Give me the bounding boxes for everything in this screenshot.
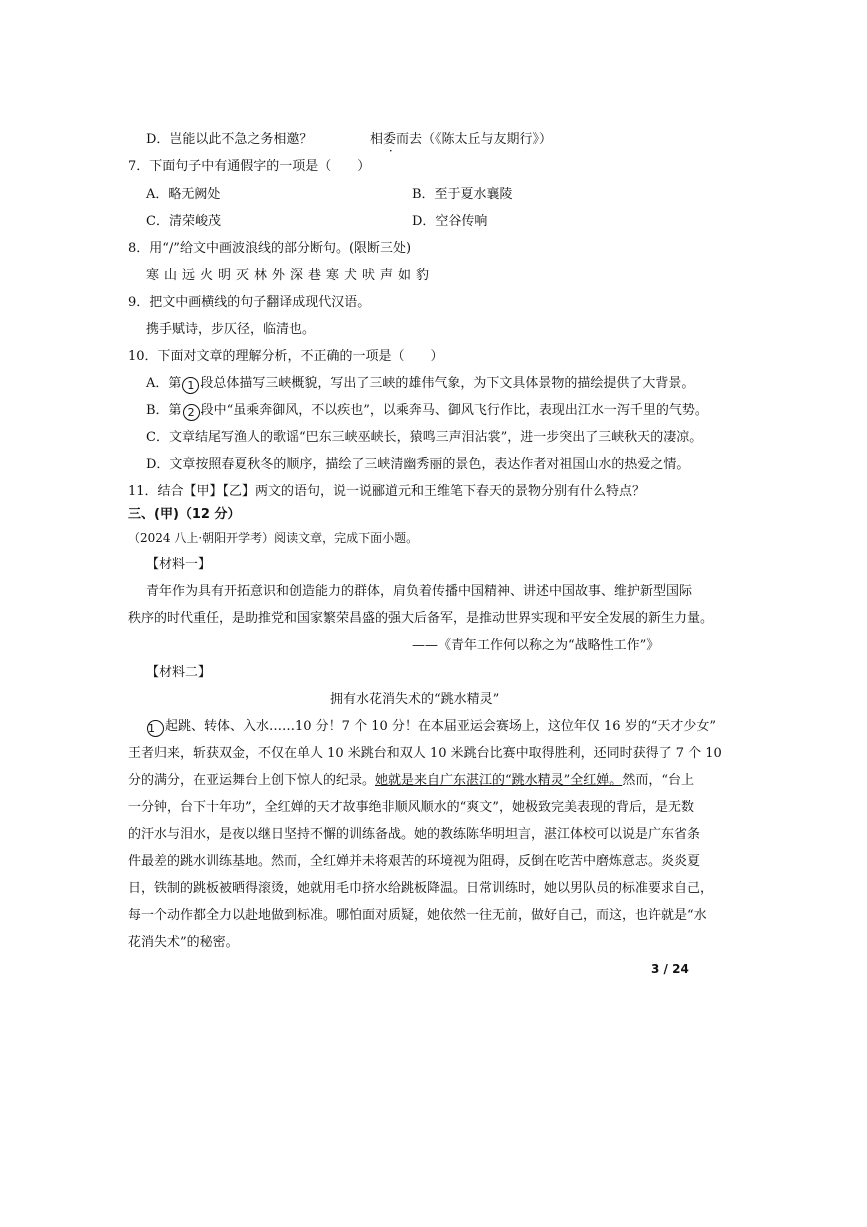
circled-number-icon: 1	[147, 720, 164, 737]
q8-stem: 8．用“/”给文中画波浪线的部分断句。(限断三处)	[128, 241, 412, 256]
q9-stem: 9．把文中画横线的句子翻译成现代汉语。	[128, 295, 371, 310]
q6-option-d-source	[370, 131, 552, 149]
q10-option-b	[146, 402, 708, 421]
article-line-5: 的汗水与泪水，是夜以继日坚持不懈的训练备战。她的教练陈华明坦言，湛江体校可以说是广东省条	[128, 827, 701, 842]
q7-option-a: A．略无阙处	[146, 187, 221, 202]
circled-number-icon: 1	[182, 377, 199, 394]
article-line-3-pre: 分的满分，在亚运舞台上创下惊人的纪录。	[128, 773, 376, 788]
q7-option-b: B．至于夏水襄陵	[412, 187, 513, 202]
section-source: （2024 八上·朝阳开学考）阅读文章，完成下面小题。	[128, 531, 419, 545]
article-line-9: 花消失术”的秘密。	[128, 935, 239, 950]
article-line-1-text: 起跳、转体、入水……10 分！7 个 10 分！在本届亚运会赛场上，这位年仅 16 岁的“天才少女”	[165, 719, 716, 734]
q6-d-tail-pre: 相	[370, 132, 384, 147]
article-line-6: 件最差的跳水训练基地。然而，全红婵并未将艰苦的环境视为阻碍，反倒在吃苦中磨炼意志。炎炎夏	[128, 854, 701, 869]
page-number: 3 / 24	[651, 962, 689, 976]
q10-b-text: 段中“虽乘奔御风，不以疾也”，以乘奔马、御风飞行作比，表现出江水一泻千里的气势。	[200, 403, 708, 418]
article-line-7: 日，铁制的跳板被晒得滚烫，她就用毛巾挤水给跳板降温。日常训练时，她以男队员的标准要求自己，	[128, 881, 714, 896]
q10-b-prefix: B．第	[146, 403, 182, 418]
q10-option-a	[146, 375, 694, 394]
q7-option-d: D．空谷传响	[412, 214, 488, 229]
q9-text: 携手赋诗，步仄径，临清也。	[146, 322, 316, 337]
circled-number-icon: 2	[183, 404, 200, 421]
material-one-label: 【材料一】	[146, 557, 212, 572]
material-one-citation: ——《青年工作何以称之为“战略性工作”》	[412, 638, 660, 653]
q8-text: 寒山远火明灭林外深巷寒犬吠声如豹	[146, 268, 435, 283]
q11-stem: 11．结合【甲】【乙】两文的语句，说一说郦道元和王维笔下春天的景物分别有什么特点？	[128, 484, 646, 499]
material-one-line-2: 秩序的时代重任，是助推党和国家繁荣昌盛的强大后备军，是推动世界实现和平安全发展的新生力量。	[128, 611, 714, 626]
q6-d-tail-dot: 委	[383, 132, 397, 147]
q10-stem: 10．下面对文章的理解分析，不正确的一项是（ ）	[128, 349, 444, 364]
article-line-3-post: 然而，“台上	[622, 773, 694, 788]
q6-d-tail-post: 而去（《陈太丘与友期行》）	[396, 132, 553, 147]
q10-a-text: 段总体描写三峡概貌，写出了三峡的雄伟气象，为下文具体景物的描绘提供了大背景。	[200, 376, 695, 391]
article-line-1	[146, 718, 716, 737]
q10-option-c: C．文章结尾写渔人的歌谣“巴东三峡巫峡长，猿鸣三声泪沾裳”，进一步突出了三峡秋天的凄凉。	[146, 430, 703, 445]
article-title: 拥有水花消失术的“跳水精灵”	[330, 692, 500, 707]
section-heading: 三、(甲)（12 分）	[128, 507, 241, 522]
article-line-3	[128, 772, 694, 790]
article-line-4: 一分钟，台下十年功”，全红婵的天才故事绝非顺风顺水的“爽文”，她极致完美表现的背后，是无数	[128, 800, 694, 815]
material-two-label: 【材料二】	[146, 665, 212, 680]
q6-option-d: D．岂能以此不急之务相邀？	[146, 132, 313, 147]
q10-option-d: D．文章按照春夏秋冬的顺序，描绘了三峡清幽秀丽的景色，表达作者对祖国山水的热爱之情。	[146, 457, 690, 472]
material-one-line-1: 青年作为具有开拓意识和创造能力的群体，肩负着传播中国精神、讲述中国故事、维护新型国际	[146, 584, 693, 599]
article-line-8: 每一个动作都全力以赴地做到标准。哪怕面对质疑，她依然一往无前，做好自己，而这，也许就是“水	[128, 908, 707, 923]
article-line-2: 王者归来，斩获双金，不仅在单人 10 米跳台和双人 10 米跳台比赛中取得胜利，还同时获得了 7 个 10	[128, 746, 722, 761]
q7-option-c: C．清荣峻茂	[146, 214, 221, 229]
q10-a-prefix: A．第	[146, 376, 182, 391]
q7-stem: 7．下面句子中有通假字的一项是（ ）	[128, 159, 371, 174]
underlined-sentence: 她就是来自广东湛江的“跳水精灵”全红婵。	[375, 773, 623, 788]
